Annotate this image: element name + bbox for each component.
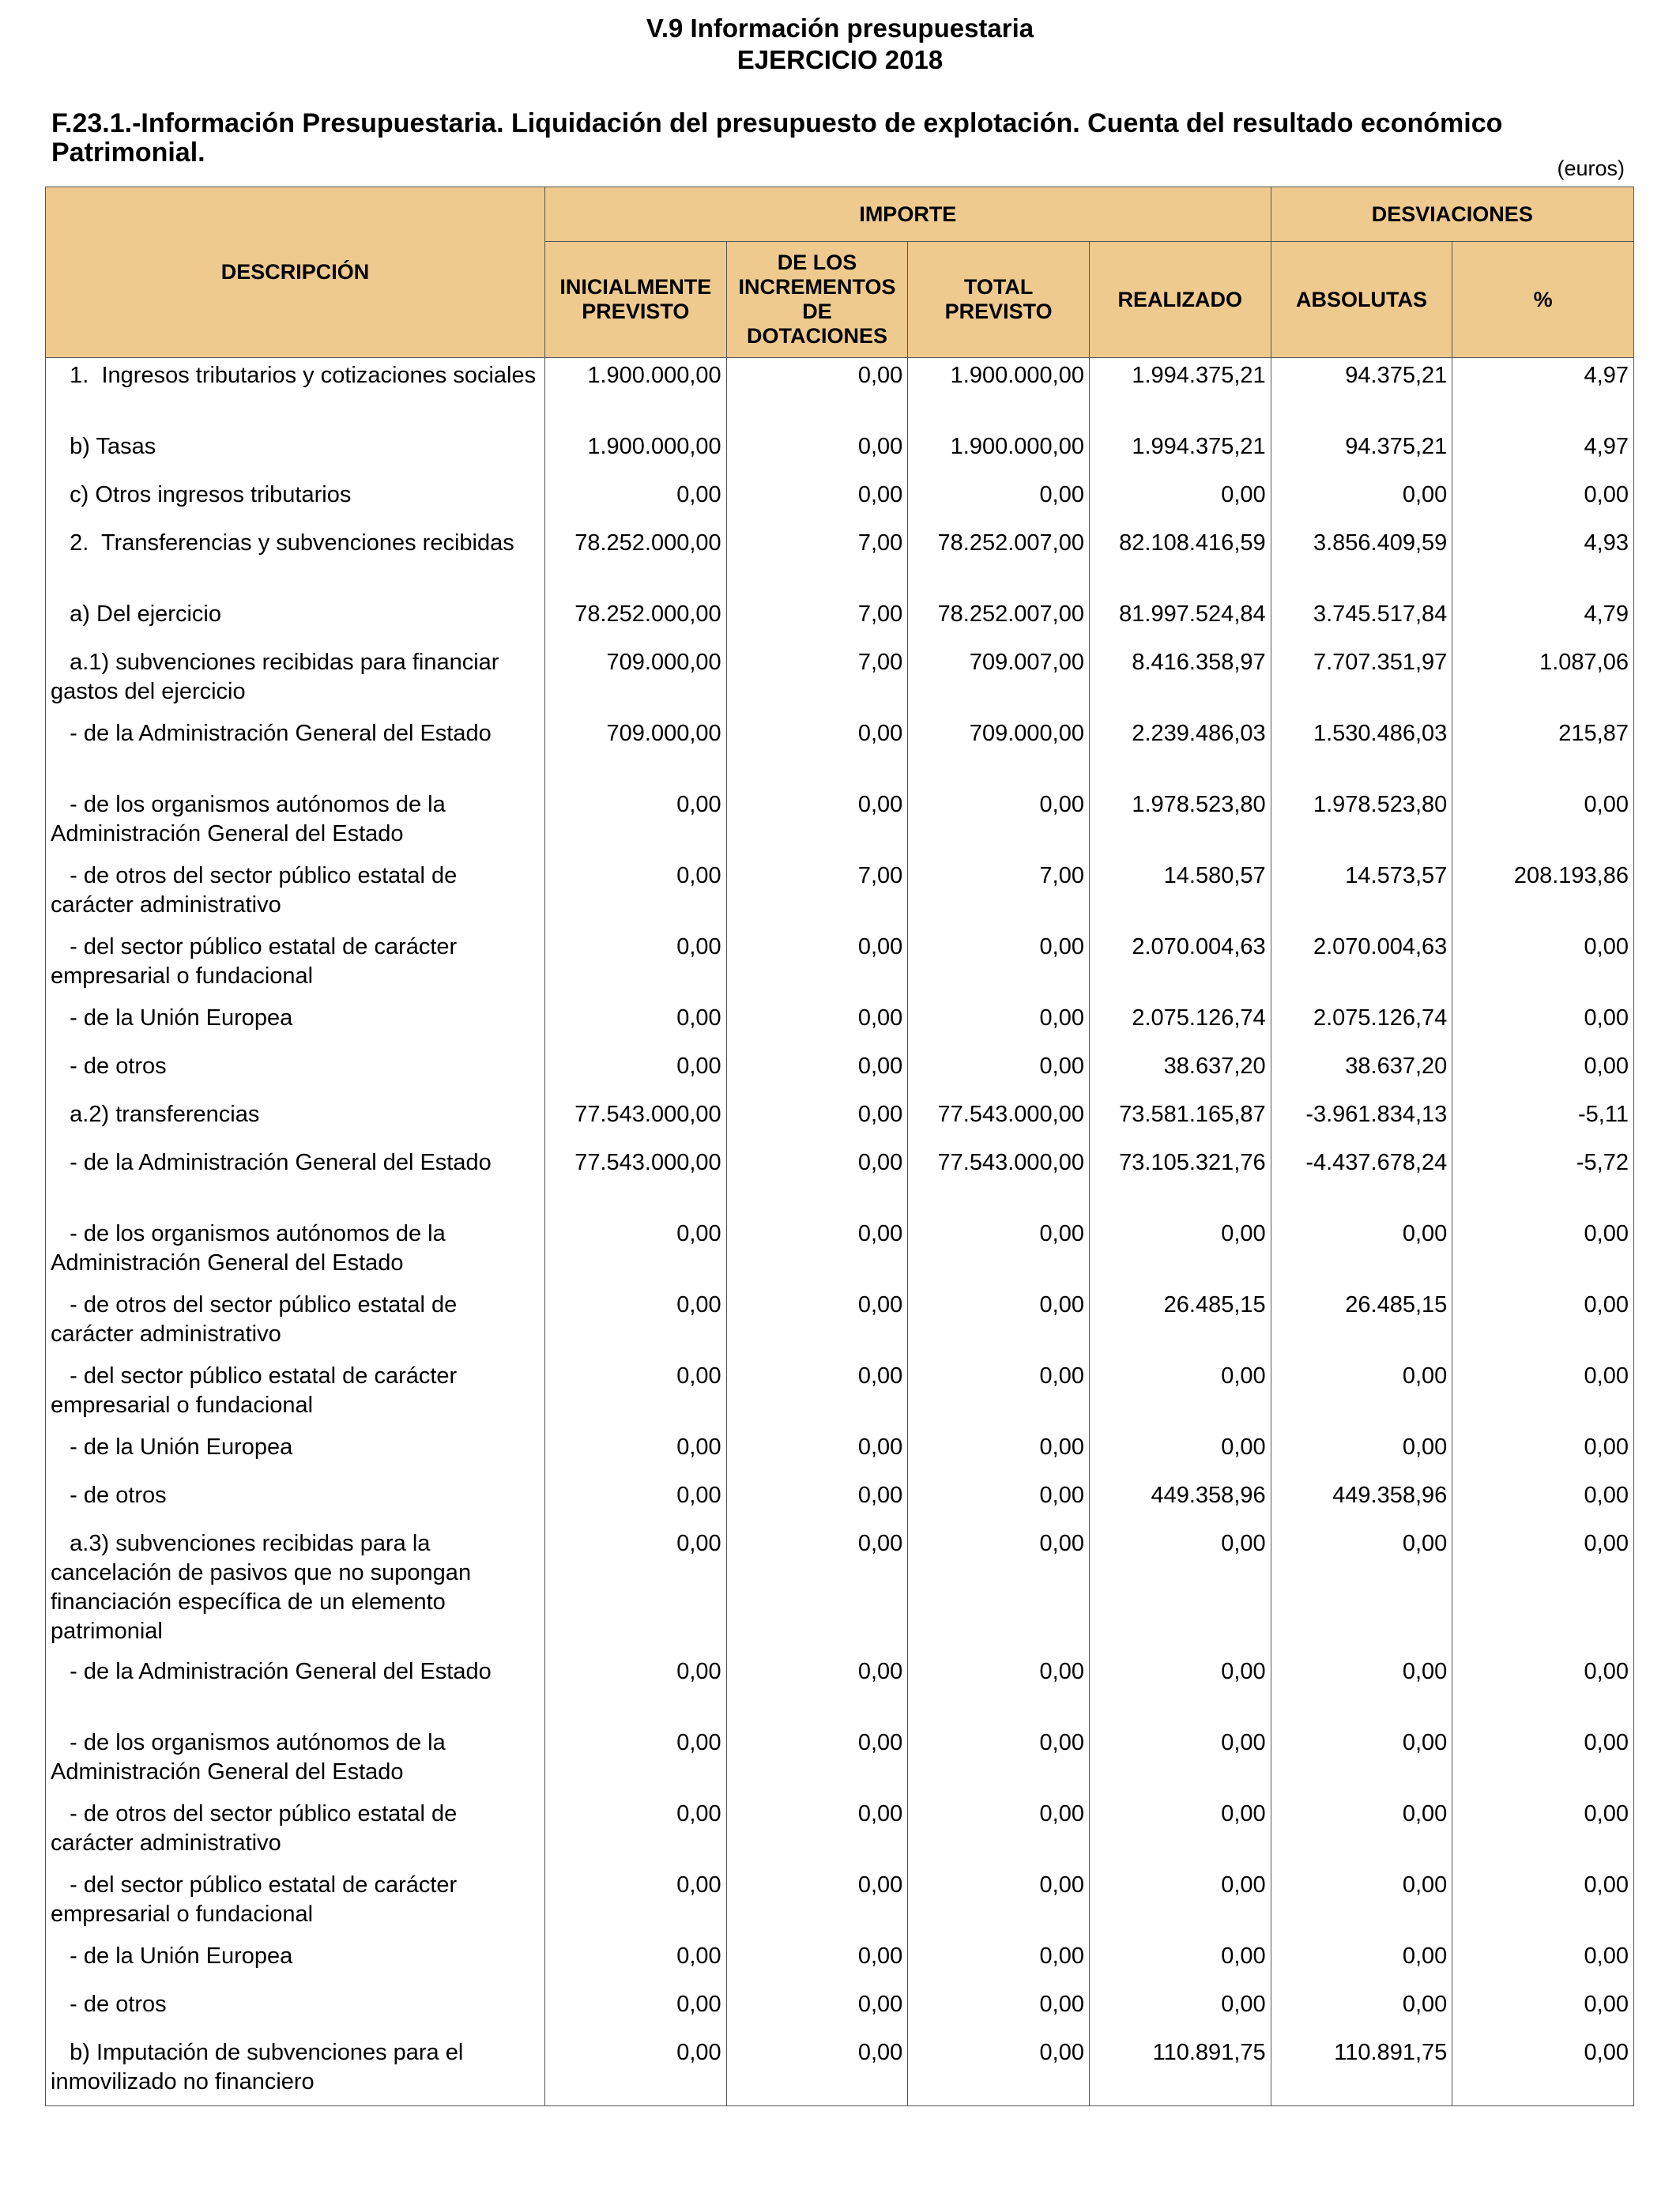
cell-incrementos: 0,00 — [726, 1939, 908, 1987]
cell-porcentaje: 0,00 — [1452, 1939, 1634, 1987]
cell-total-previsto: 0,00 — [908, 1287, 1090, 1359]
table-row — [46, 477, 1634, 526]
cell-realizado: 82.108.416,59 — [1089, 526, 1271, 597]
cell-realizado: 73.581.165,87 — [1089, 1097, 1271, 1145]
cell-total-previsto: 0,00 — [908, 1654, 1090, 1725]
cell-incrementos: 7,00 — [726, 526, 908, 597]
cell-realizado: 81.997.524,84 — [1089, 597, 1271, 645]
cell-descripcion: a.3) subvenciones recibidas para la cancelación de pasivos que no supongan financiación específica de un elemento patrimonial — [46, 1526, 545, 1654]
cell-absolutas: 449.358,96 — [1271, 1478, 1452, 1526]
cell-total-previsto: 0,00 — [908, 787, 1090, 858]
cell-incrementos: 7,00 — [726, 858, 908, 929]
cell-absolutas: 0,00 — [1271, 1868, 1452, 1939]
cell-descripcion: - de la Administración General del Estado — [46, 716, 545, 787]
table-row — [46, 645, 1634, 716]
cell-descripcion: a.1) subvenciones recibidas para financiar gastos del ejercicio — [46, 645, 545, 716]
cell-absolutas: 0,00 — [1271, 1216, 1452, 1287]
table-row — [46, 1796, 1634, 1868]
cell-total-previsto: 709.000,00 — [908, 716, 1090, 787]
cell-total-previsto: 78.252.007,00 — [908, 526, 1090, 597]
cell-total-previsto: 0,00 — [908, 1939, 1090, 1987]
cell-total-previsto: 0,00 — [908, 1216, 1090, 1287]
cell-descripcion: - del sector público estatal de carácter empresarial o fundacional — [46, 929, 545, 1001]
column-header-incrementos: DE LOS INCREMENTOS DE DOTACIONES — [726, 242, 908, 358]
cell-realizado: 0,00 — [1089, 1526, 1271, 1654]
table-row — [46, 1359, 1634, 1430]
cell-porcentaje: 4,97 — [1452, 429, 1634, 477]
cell-absolutas: 0,00 — [1271, 1359, 1452, 1430]
cell-descripcion: b) Imputación de subvenciones para el inmovilizado no financiero — [46, 2035, 545, 2106]
cell-realizado: 0,00 — [1089, 1430, 1271, 1478]
cell-realizado: 2.239.486,03 — [1089, 716, 1271, 787]
page-title: V.9 Información presupuestaria — [646, 13, 1034, 43]
cell-descripcion: - de otros del sector público estatal de carácter administrativo — [46, 1796, 545, 1868]
page-subtitle: EJERCICIO 2018 — [736, 45, 944, 74]
cell-inicialmente-previsto: 78.252.000,00 — [545, 597, 727, 645]
cell-descripcion: - de otros — [46, 1049, 545, 1097]
cell-absolutas: 0,00 — [1271, 1526, 1452, 1654]
cell-incrementos: 0,00 — [726, 1287, 908, 1359]
cell-inicialmente-previsto: 77.543.000,00 — [545, 1145, 727, 1216]
column-header-absolutas: ABSOLUTAS — [1271, 242, 1452, 358]
cell-descripcion: - del sector público estatal de carácter empresarial o fundacional — [46, 1868, 545, 1939]
cell-realizado: 0,00 — [1089, 477, 1271, 526]
cell-porcentaje: 0,00 — [1452, 929, 1634, 1001]
cell-incrementos: 0,00 — [726, 1654, 908, 1725]
cell-realizado: 0,00 — [1089, 1216, 1271, 1287]
cell-realizado: 449.358,96 — [1089, 1478, 1271, 1526]
cell-realizado: 8.416.358,97 — [1089, 645, 1271, 716]
table-row — [46, 1216, 1634, 1287]
cell-descripcion: - del sector público estatal de carácter empresarial o fundacional — [46, 1359, 545, 1430]
cell-total-previsto: 7,00 — [908, 858, 1090, 929]
cell-incrementos: 0,00 — [726, 1868, 908, 1939]
cell-realizado: 0,00 — [1089, 1939, 1271, 1987]
table-row — [46, 1287, 1634, 1359]
units-label: (euros) — [1557, 156, 1625, 180]
table-body — [46, 358, 1634, 2106]
table-row — [46, 1868, 1634, 1939]
cell-incrementos: 0,00 — [726, 1796, 908, 1868]
cell-incrementos: 0,00 — [726, 1430, 908, 1478]
cell-descripcion: - de la Unión Europea — [46, 1939, 545, 1987]
cell-inicialmente-previsto: 0,00 — [545, 1526, 727, 1654]
cell-porcentaje: 1.087,06 — [1452, 645, 1634, 716]
cell-inicialmente-previsto: 0,00 — [545, 477, 727, 526]
cell-inicialmente-previsto: 0,00 — [545, 1939, 727, 1987]
cell-inicialmente-previsto: 0,00 — [545, 1654, 727, 1725]
cell-porcentaje: 0,00 — [1452, 1478, 1634, 1526]
column-header-descripcion: DESCRIPCIÓN — [46, 187, 545, 358]
cell-realizado: 1.994.375,21 — [1089, 429, 1271, 477]
table-row — [46, 358, 1634, 429]
group-header-desviaciones: DESVIACIONES — [1271, 187, 1633, 242]
cell-realizado: 0,00 — [1089, 1359, 1271, 1430]
cell-realizado: 14.580,57 — [1089, 858, 1271, 929]
cell-incrementos: 0,00 — [726, 1478, 908, 1526]
cell-porcentaje: 0,00 — [1452, 2035, 1634, 2106]
cell-absolutas: 0,00 — [1271, 1654, 1452, 1725]
table-row — [46, 1430, 1634, 1478]
cell-total-previsto: 0,00 — [908, 1359, 1090, 1430]
cell-descripcion: - de la Unión Europea — [46, 1430, 545, 1478]
cell-inicialmente-previsto: 0,00 — [545, 1725, 727, 1796]
cell-porcentaje: 0,00 — [1452, 1001, 1634, 1049]
cell-total-previsto: 1.900.000,00 — [908, 429, 1090, 477]
cell-absolutas: 2.070.004,63 — [1271, 929, 1452, 1001]
cell-descripcion: - de los organismos autónomos de la Administración General del Estado — [46, 1216, 545, 1287]
cell-incrementos: 0,00 — [726, 429, 908, 477]
cell-porcentaje: 0,00 — [1452, 1796, 1634, 1868]
cell-porcentaje: 0,00 — [1452, 1287, 1634, 1359]
cell-porcentaje: 0,00 — [1452, 477, 1634, 526]
cell-total-previsto: 0,00 — [908, 1868, 1090, 1939]
cell-realizado: 1.978.523,80 — [1089, 787, 1271, 858]
cell-inicialmente-previsto: 1.900.000,00 — [545, 358, 727, 429]
cell-descripcion: b) Tasas — [46, 429, 545, 477]
cell-porcentaje: 0,00 — [1452, 1049, 1634, 1097]
table-row — [46, 1049, 1634, 1097]
cell-incrementos: 0,00 — [726, 1097, 908, 1145]
cell-inicialmente-previsto: 0,00 — [545, 1478, 727, 1526]
cell-realizado: 0,00 — [1089, 1868, 1271, 1939]
cell-porcentaje: 215,87 — [1452, 716, 1634, 787]
cell-incrementos: 0,00 — [726, 1216, 908, 1287]
budget-table — [45, 187, 1634, 2106]
column-header-porcentaje: % — [1452, 242, 1634, 358]
cell-incrementos: 0,00 — [726, 2035, 908, 2106]
cell-descripcion: c) Otros ingresos tributarios — [46, 477, 545, 526]
table-row — [46, 1145, 1634, 1216]
cell-incrementos: 0,00 — [726, 477, 908, 526]
cell-total-previsto: 0,00 — [908, 477, 1090, 526]
cell-total-previsto: 77.543.000,00 — [908, 1145, 1090, 1216]
cell-inicialmente-previsto: 0,00 — [545, 787, 727, 858]
cell-porcentaje: 0,00 — [1452, 1359, 1634, 1430]
cell-realizado: 2.070.004,63 — [1089, 929, 1271, 1001]
cell-absolutas: 94.375,21 — [1271, 429, 1452, 477]
cell-total-previsto: 77.543.000,00 — [908, 1097, 1090, 1145]
cell-descripcion: - de los organismos autónomos de la Administración General del Estado — [46, 1725, 545, 1796]
cell-inicialmente-previsto: 0,00 — [545, 1287, 727, 1359]
cell-descripcion: - de otros del sector público estatal de carácter administrativo — [46, 858, 545, 929]
cell-porcentaje: 0,00 — [1452, 1654, 1634, 1725]
cell-absolutas: 7.707.351,97 — [1271, 645, 1452, 716]
cell-absolutas: 0,00 — [1271, 1430, 1452, 1478]
cell-incrementos: 0,00 — [726, 716, 908, 787]
cell-inicialmente-previsto: 0,00 — [545, 858, 727, 929]
cell-absolutas: 1.978.523,80 — [1271, 787, 1452, 858]
cell-total-previsto: 1.900.000,00 — [908, 358, 1090, 429]
cell-total-previsto: 0,00 — [908, 929, 1090, 1001]
cell-realizado: 0,00 — [1089, 1987, 1271, 2035]
cell-total-previsto: 0,00 — [908, 1430, 1090, 1478]
cell-porcentaje: 4,79 — [1452, 597, 1634, 645]
cell-incrementos: 0,00 — [726, 358, 908, 429]
cell-porcentaje: 0,00 — [1452, 1216, 1634, 1287]
cell-descripcion: 2. Transferencias y subvenciones recibidas — [46, 526, 545, 597]
table-row — [46, 1478, 1634, 1526]
table-row — [46, 597, 1634, 645]
column-header-inicialmente-previsto: INICIALMENTE PREVISTO — [545, 242, 727, 358]
cell-incrementos: 7,00 — [726, 645, 908, 716]
cell-incrementos: 0,00 — [726, 1526, 908, 1654]
cell-incrementos: 0,00 — [726, 1145, 908, 1216]
group-header-importe: IMPORTE — [545, 187, 1271, 242]
table-row — [46, 716, 1634, 787]
cell-inicialmente-previsto: 0,00 — [545, 1796, 727, 1868]
cell-inicialmente-previsto: 0,00 — [545, 929, 727, 1001]
cell-incrementos: 0,00 — [726, 787, 908, 858]
cell-inicialmente-previsto: 0,00 — [545, 2035, 727, 2106]
cell-total-previsto: 709.007,00 — [908, 645, 1090, 716]
cell-porcentaje: 0,00 — [1452, 1526, 1634, 1654]
cell-realizado: 2.075.126,74 — [1089, 1001, 1271, 1049]
cell-total-previsto: 0,00 — [908, 1478, 1090, 1526]
column-header-realizado: REALIZADO — [1089, 242, 1271, 358]
table-row — [46, 1097, 1634, 1145]
cell-porcentaje: 0,00 — [1452, 1430, 1634, 1478]
cell-absolutas: 110.891,75 — [1271, 2035, 1452, 2106]
cell-descripcion: - de la Administración General del Estado — [46, 1145, 545, 1216]
cell-porcentaje: -5,72 — [1452, 1145, 1634, 1216]
cell-descripcion: - de otros — [46, 1987, 545, 2035]
table-row — [46, 929, 1634, 1001]
table-row — [46, 2035, 1634, 2106]
table-row — [46, 1939, 1634, 1987]
cell-incrementos: 0,00 — [726, 929, 908, 1001]
table-row — [46, 1987, 1634, 2035]
cell-absolutas: 2.075.126,74 — [1271, 1001, 1452, 1049]
cell-descripcion: a) Del ejercicio — [46, 597, 545, 645]
cell-total-previsto: 0,00 — [908, 1796, 1090, 1868]
cell-realizado: 38.637,20 — [1089, 1049, 1271, 1097]
cell-incrementos: 0,00 — [726, 1001, 908, 1049]
cell-inicialmente-previsto: 709.000,00 — [545, 716, 727, 787]
cell-absolutas: -4.437.678,24 — [1271, 1145, 1452, 1216]
cell-realizado: 0,00 — [1089, 1796, 1271, 1868]
cell-inicialmente-previsto: 709.000,00 — [545, 645, 727, 716]
cell-descripcion: - de la Administración General del Estado — [46, 1654, 545, 1725]
cell-absolutas: 0,00 — [1271, 477, 1452, 526]
table-row — [46, 1526, 1634, 1654]
cell-porcentaje: 0,00 — [1452, 1868, 1634, 1939]
cell-porcentaje: 208.193,86 — [1452, 858, 1634, 929]
cell-porcentaje: -5,11 — [1452, 1097, 1634, 1145]
cell-inicialmente-previsto: 77.543.000,00 — [545, 1097, 727, 1145]
cell-realizado: 1.994.375,21 — [1089, 358, 1271, 429]
cell-porcentaje: 0,00 — [1452, 1725, 1634, 1796]
table-row — [46, 526, 1634, 597]
cell-inicialmente-previsto: 0,00 — [545, 1868, 727, 1939]
cell-absolutas: 26.485,15 — [1271, 1287, 1452, 1359]
cell-realizado: 73.105.321,76 — [1089, 1145, 1271, 1216]
cell-absolutas: -3.961.834,13 — [1271, 1097, 1452, 1145]
cell-descripcion: 1. Ingresos tributarios y cotizaciones sociales — [46, 358, 545, 429]
cell-descripcion: - de otros — [46, 1478, 545, 1526]
cell-absolutas: 3.856.409,59 — [1271, 526, 1452, 597]
cell-porcentaje: 4,97 — [1452, 358, 1634, 429]
cell-incrementos: 0,00 — [726, 1725, 908, 1796]
table-row — [46, 1001, 1634, 1049]
cell-absolutas: 14.573,57 — [1271, 858, 1452, 929]
cell-descripcion: - de la Unión Europea — [46, 1001, 545, 1049]
cell-absolutas: 0,00 — [1271, 1796, 1452, 1868]
cell-absolutas: 0,00 — [1271, 1939, 1452, 1987]
cell-incrementos: 7,00 — [726, 597, 908, 645]
cell-incrementos: 0,00 — [726, 1987, 908, 2035]
cell-absolutas: 38.637,20 — [1271, 1049, 1452, 1097]
cell-descripcion: a.2) transferencias — [46, 1097, 545, 1145]
cell-total-previsto: 0,00 — [908, 1526, 1090, 1654]
table-row — [46, 1725, 1634, 1796]
cell-absolutas: 1.530.486,03 — [1271, 716, 1452, 787]
cell-total-previsto: 0,00 — [908, 2035, 1090, 2106]
cell-absolutas: 0,00 — [1271, 1725, 1452, 1796]
cell-total-previsto: 0,00 — [908, 1725, 1090, 1796]
cell-porcentaje: 4,93 — [1452, 526, 1634, 597]
cell-absolutas: 0,00 — [1271, 1987, 1452, 2035]
cell-total-previsto: 0,00 — [908, 1001, 1090, 1049]
cell-incrementos: 0,00 — [726, 1049, 908, 1097]
table-row — [46, 429, 1634, 477]
cell-inicialmente-previsto: 0,00 — [545, 1216, 727, 1287]
cell-descripcion: - de los organismos autónomos de la Administración General del Estado — [46, 787, 545, 858]
section-title: F.23.1.-Información Presupuestaria. Liquidación del presupuesto de explotación. Cuenta del resultado económico Patrimonial. — [51, 108, 1503, 168]
cell-inicialmente-previsto: 0,00 — [545, 1359, 727, 1430]
cell-realizado: 110.891,75 — [1089, 2035, 1271, 2106]
cell-realizado: 26.485,15 — [1089, 1287, 1271, 1359]
cell-descripcion: - de otros del sector público estatal de carácter administrativo — [46, 1287, 545, 1359]
cell-inicialmente-previsto: 0,00 — [545, 1430, 727, 1478]
cell-total-previsto: 0,00 — [908, 1049, 1090, 1097]
cell-incrementos: 0,00 — [726, 1359, 908, 1430]
cell-porcentaje: 0,00 — [1452, 1987, 1634, 2035]
cell-total-previsto: 78.252.007,00 — [908, 597, 1090, 645]
cell-absolutas: 3.745.517,84 — [1271, 597, 1452, 645]
page-header — [0, 0, 1680, 76]
cell-absolutas: 94.375,21 — [1271, 358, 1452, 429]
cell-inicialmente-previsto: 0,00 — [545, 1987, 727, 2035]
table-row — [46, 858, 1634, 929]
table-row — [46, 1654, 1634, 1725]
table-row — [46, 787, 1634, 858]
cell-inicialmente-previsto: 0,00 — [545, 1049, 727, 1097]
cell-inicialmente-previsto: 1.900.000,00 — [545, 429, 727, 477]
column-header-total-previsto: TOTAL PREVISTO — [908, 242, 1090, 358]
cell-realizado: 0,00 — [1089, 1725, 1271, 1796]
cell-inicialmente-previsto: 78.252.000,00 — [545, 526, 727, 597]
cell-realizado: 0,00 — [1089, 1654, 1271, 1725]
cell-inicialmente-previsto: 0,00 — [545, 1001, 727, 1049]
cell-porcentaje: 0,00 — [1452, 787, 1634, 858]
cell-total-previsto: 0,00 — [908, 1987, 1090, 2035]
